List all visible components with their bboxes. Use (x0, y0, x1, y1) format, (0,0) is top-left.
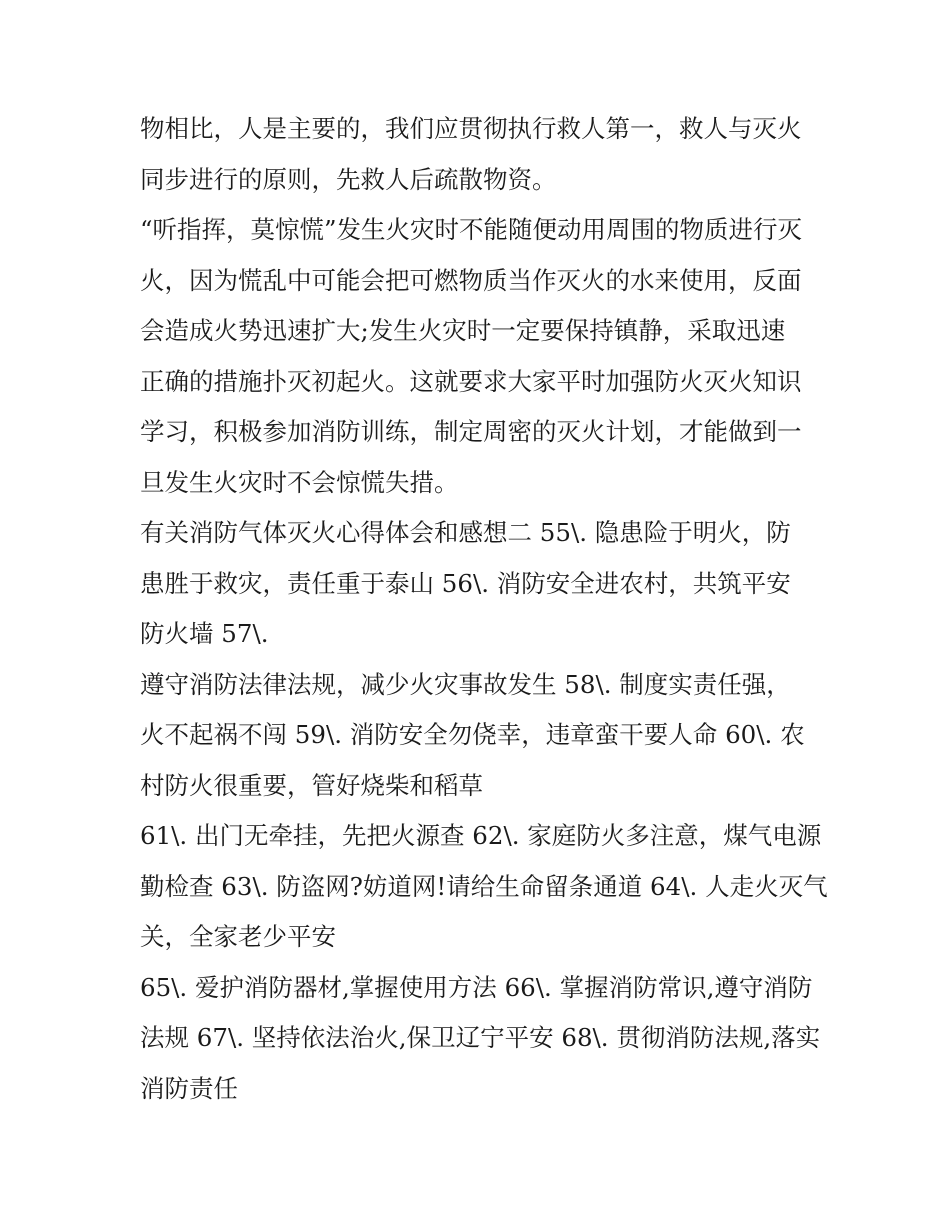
text-line: 法规 67\. 坚持依法治火,保卫辽宁平安 68\. 贯彻消防法规,落实 (140, 1023, 821, 1052)
text-line: 旦发生火灾时不会惊慌失措。 (140, 467, 459, 497)
text-line: 关，全家老少平安 (140, 922, 336, 951)
text-line: 火，因为慌乱中可能会把可燃物质当作灭火的水来使用，反面 (140, 265, 802, 295)
text-line: 61\. 出门无牵挂，先把火源查 62\. 家庭防火多注意，煤气电源 (140, 821, 822, 850)
text-line: 物相比，人是主要的，我们应贯彻执行救人第一，救人与灭火 (140, 114, 802, 143)
text-line: 患胜于救灾，责任重于泰山 56\. 消防安全进农村，共筑平安 (140, 568, 791, 598)
text-line: “听指挥，莫惊慌”发生火灾时不能随便动用周围的物质进行灭 (140, 215, 803, 244)
text-line: 有关消防气体灭火心得体会和感想二 55\. 隐患险于明火，防 (140, 518, 791, 547)
text-line: 村防火很重要，管好烧柴和稻草 (140, 770, 483, 800)
text-line: 65\. 爱护消防器材,掌握使用方法 66\. 掌握消防常识,遵守消防 (140, 972, 813, 1002)
text-line: 防火墙 57\. (140, 619, 269, 648)
text-line: 会造成火势迅速扩大;发生火灾时一定要保持镇静，采取迅速 (140, 316, 786, 345)
text-line: 学习，积极参加消防训练，制定周密的灭火计划，才能做到一 (140, 417, 802, 446)
text-line: 正确的措施扑灭初起火。这就要求大家平时加强防火灭火知识 (140, 366, 802, 396)
text-line: 消防责任 (140, 1073, 238, 1103)
text-line: 火不起祸不闯 59\. 消防安全勿侥幸，违章蛮干要人命 60\. 农 (140, 720, 805, 749)
text-line: 同步进行的原则，先救人后疏散物资。 (140, 164, 557, 194)
text-line: 勤检查 63\. 防盗网?妨道网!请给生命留条通道 64\. 人走火灭气 (140, 871, 828, 901)
text-line: 遵守消防法律法规，减少火灾事故发生 58\. 制度实责任强， (140, 669, 791, 699)
document-body (140, 104, 828, 1114)
